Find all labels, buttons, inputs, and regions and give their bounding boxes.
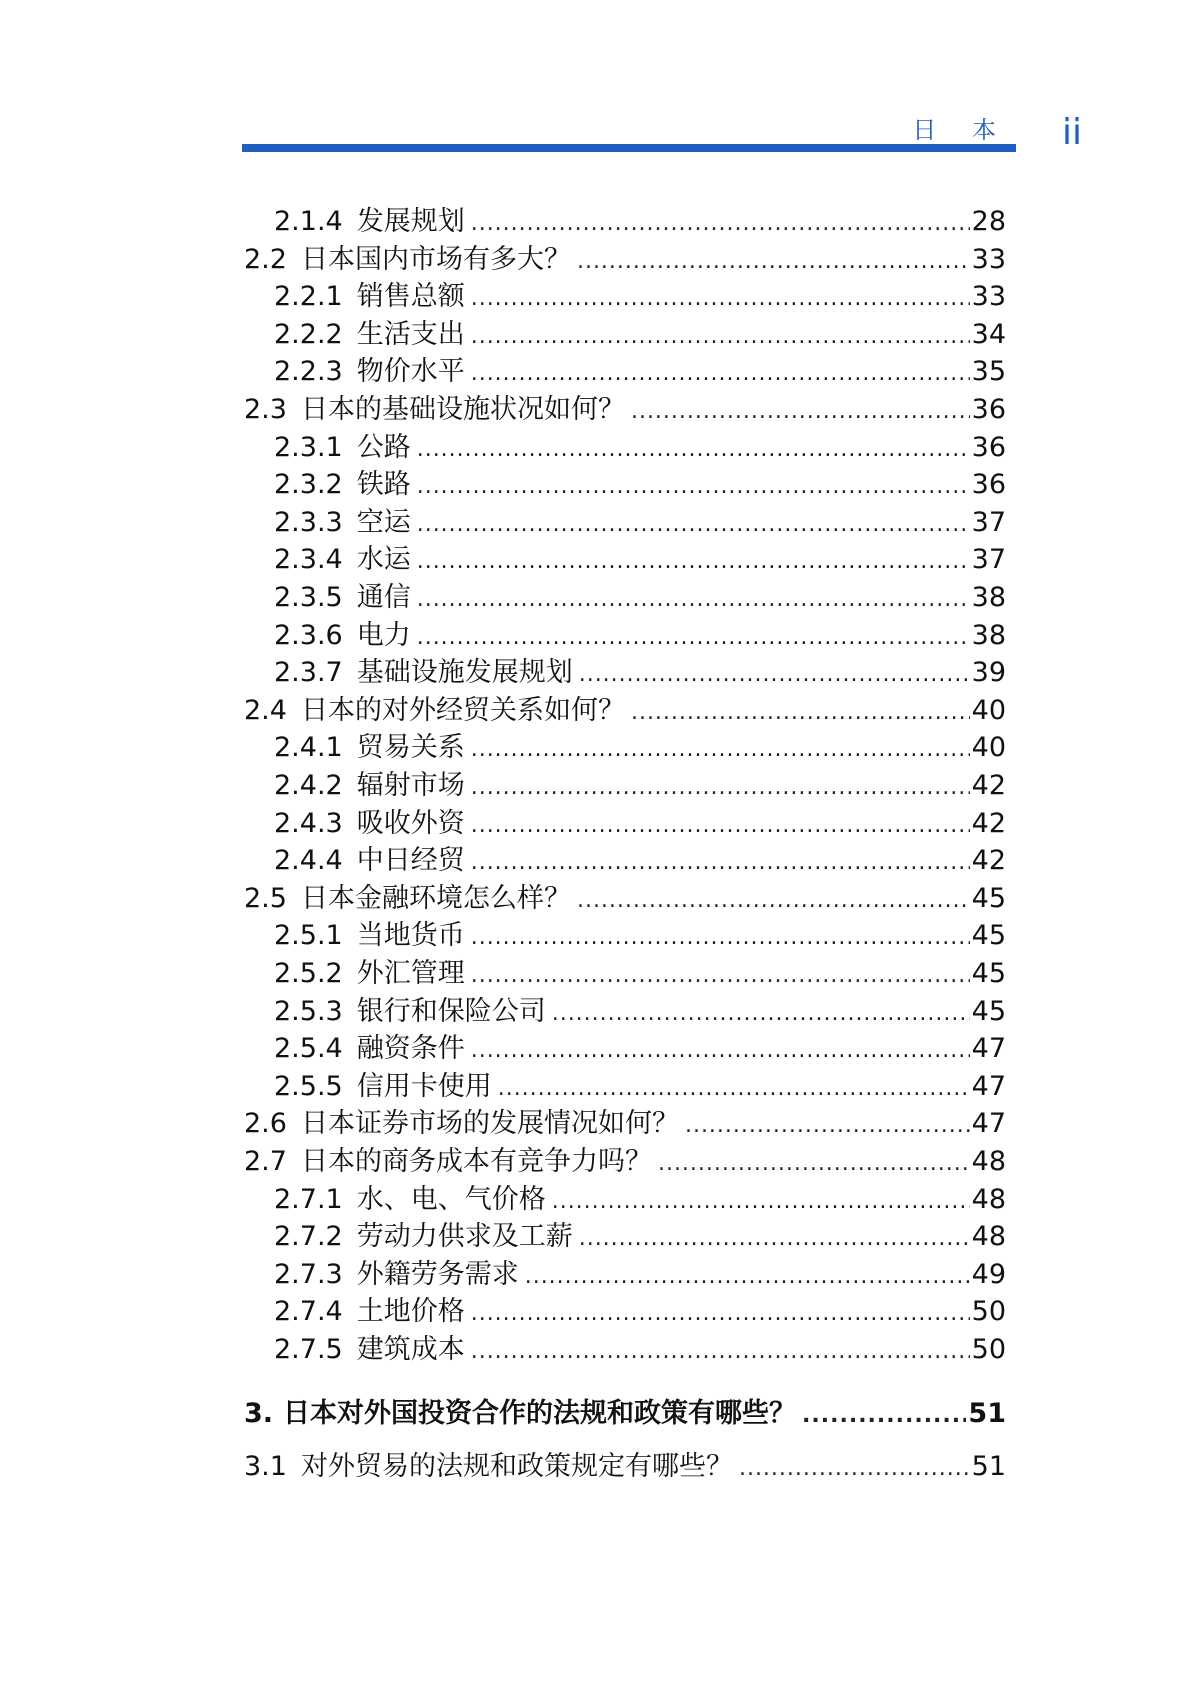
toc-entry[interactable] xyxy=(274,1182,1006,1218)
toc-entry-title: 水、电、气价格 xyxy=(356,1183,546,1215)
toc-entry-page: 51 xyxy=(971,1451,1006,1483)
toc-entry[interactable] xyxy=(244,1106,1006,1142)
toc-entry-title: 信用卡使用 xyxy=(356,1070,492,1102)
toc-entry-number: 2.7.4 xyxy=(274,1296,343,1328)
toc-entry[interactable] xyxy=(274,655,1006,691)
toc-dot-leader xyxy=(471,319,970,355)
toc-entry-number: 2.5.1 xyxy=(274,920,343,952)
toc-entry-number: 2.2 xyxy=(244,243,287,275)
toc-entry[interactable] xyxy=(274,618,1006,654)
toc-entry-number: 2.7.2 xyxy=(274,1221,343,1253)
toc-entry-page: 47 xyxy=(971,1108,1006,1140)
toc-entry[interactable] xyxy=(274,956,1006,992)
header-rule xyxy=(242,144,1016,152)
toc-entry-page: 48 xyxy=(971,1221,1006,1253)
toc-dot-leader xyxy=(471,808,970,844)
toc-entry-title: 电力 xyxy=(356,619,411,651)
toc-dot-leader xyxy=(471,1296,970,1332)
toc-entry-page: 48 xyxy=(971,1183,1006,1215)
toc-entry-title: 银行和保险公司 xyxy=(356,995,546,1027)
toc-entry-title: 销售总额 xyxy=(356,281,465,313)
toc-dot-leader xyxy=(631,394,970,430)
toc-entry[interactable] xyxy=(274,843,1006,879)
toc-entry-title: 铁路 xyxy=(356,469,411,501)
toc-entry-number: 2.5.3 xyxy=(274,995,343,1027)
toc-entry-page: 36 xyxy=(971,469,1006,501)
toc-entry-title: 日本国内市场有多大？ xyxy=(300,243,571,275)
toc-dot-leader xyxy=(658,1146,970,1182)
toc-entry-page: 48 xyxy=(971,1146,1006,1177)
toc-entry-title: 当地货币 xyxy=(356,920,465,952)
toc-entry-number: 3. xyxy=(244,1397,274,1429)
toc-entry-number: 2.5 xyxy=(244,882,287,914)
toc-entry-page: 38 xyxy=(971,619,1006,651)
toc-entry-page: 42 xyxy=(971,807,1006,839)
toc-dot-leader xyxy=(685,1108,970,1144)
toc-entry-page: 39 xyxy=(971,657,1006,689)
toc-entry-title: 吸收外资 xyxy=(356,807,465,839)
toc-dot-leader xyxy=(417,620,970,656)
toc-entry-page: 37 xyxy=(971,506,1006,538)
toc-entry-title: 外籍劳务需求 xyxy=(356,1258,519,1290)
toc-entry-page: 49 xyxy=(971,1258,1006,1290)
toc-dot-leader xyxy=(471,920,970,956)
toc-entry-page: 38 xyxy=(971,582,1006,613)
toc-dot-leader xyxy=(498,1071,970,1107)
toc-entry-title: 中日经贸 xyxy=(356,845,465,877)
toc-dot-leader xyxy=(577,883,970,919)
toc-entry-page: 33 xyxy=(971,281,1006,313)
toc-entry-page: 50 xyxy=(971,1296,1006,1328)
toc-entry-title: 融资条件 xyxy=(356,1033,465,1065)
toc-entry-title: 日本金融环境怎么样？ xyxy=(300,882,571,914)
toc-entry-number: 2.3.4 xyxy=(274,544,343,576)
toc-entry[interactable] xyxy=(274,279,1006,315)
toc-entry-title: 外汇管理 xyxy=(356,958,465,989)
toc-entry-page: 45 xyxy=(971,882,1006,914)
page-number: ii xyxy=(1062,112,1083,153)
toc-entry[interactable] xyxy=(274,354,1006,390)
toc-entry-number: 2.7.5 xyxy=(274,1334,343,1365)
toc-entry-title: 通信 xyxy=(356,582,411,613)
toc-entry-number: 2.4.4 xyxy=(274,845,343,877)
toc-dot-leader xyxy=(577,244,970,280)
toc-entry-title: 日本证券市场的发展情况如何？ xyxy=(300,1108,679,1140)
toc-entry[interactable] xyxy=(274,317,1006,353)
toc-entry-page: 28 xyxy=(971,206,1006,237)
toc-entry-number: 2.2.2 xyxy=(274,318,343,350)
toc-dot-leader xyxy=(471,732,970,768)
toc-entry[interactable] xyxy=(274,542,1006,578)
toc-entry-number: 2.3.5 xyxy=(274,582,343,613)
toc-entry[interactable] xyxy=(274,580,1006,616)
toc-entry-number: 2.3.1 xyxy=(274,431,343,463)
toc-entry-page: 36 xyxy=(971,431,1006,463)
toc-dot-leader xyxy=(631,695,970,731)
toc-entry-page: 37 xyxy=(971,544,1006,576)
toc-dot-leader xyxy=(579,1221,970,1257)
toc-entry-title: 辐射市场 xyxy=(356,770,465,801)
toc-entry-number: 2.3.6 xyxy=(274,619,343,651)
header-title: 日 本 xyxy=(912,116,1010,144)
toc-entry-page: 47 xyxy=(971,1033,1006,1065)
toc-entry-page: 34 xyxy=(971,318,1006,350)
toc-entry-title: 基础设施发展规划 xyxy=(356,657,573,689)
toc-entry-number: 2.2.3 xyxy=(274,356,343,388)
toc-dot-leader xyxy=(471,1334,970,1370)
toc-entry-title: 日本对外国投资合作的法规和政策有哪些？ xyxy=(283,1397,797,1429)
toc-entry[interactable] xyxy=(244,1449,1006,1485)
toc-entry-page: 36 xyxy=(971,394,1006,425)
toc-entry-number: 3.1 xyxy=(244,1451,287,1483)
toc-entry-title: 空运 xyxy=(356,506,411,538)
toc-dot-leader xyxy=(579,657,970,693)
toc-entry-number: 2.3.2 xyxy=(274,469,343,501)
toc-entry-title: 土地价格 xyxy=(356,1296,465,1328)
toc-dot-leader xyxy=(471,206,970,242)
toc-entry-title: 日本的对外经贸关系如何？ xyxy=(300,694,625,726)
toc-entry[interactable] xyxy=(244,693,1006,729)
toc-entry[interactable] xyxy=(274,430,1006,466)
toc-entry-page: 51 xyxy=(968,1397,1006,1429)
running-header xyxy=(242,108,1016,154)
toc-entry[interactable] xyxy=(274,994,1006,1030)
toc-entry[interactable] xyxy=(274,918,1006,954)
toc-dot-leader xyxy=(471,1033,970,1069)
toc-dot-leader xyxy=(417,507,970,543)
toc-entry-page: 40 xyxy=(971,694,1006,726)
toc-entry-number: 2.4 xyxy=(244,694,287,726)
toc-entry-number: 2.5.4 xyxy=(274,1033,343,1065)
toc-entry-title: 日本的商务成本有竞争力吗？ xyxy=(300,1146,652,1177)
toc-entry-title: 对外贸易的法规和政策规定有哪些？ xyxy=(300,1451,733,1483)
toc-entry[interactable] xyxy=(274,467,1006,503)
toc-entry[interactable] xyxy=(274,204,1006,240)
toc-dot-leader xyxy=(471,356,970,392)
toc-entry-page: 45 xyxy=(971,920,1006,952)
toc-entry[interactable] xyxy=(274,1069,1006,1105)
toc-dot-leader xyxy=(471,845,970,881)
toc-entry-number: 2.7 xyxy=(244,1146,287,1177)
toc-entry-number: 2.4.2 xyxy=(274,770,343,801)
toc-entry-number: 2.5.5 xyxy=(274,1070,343,1102)
toc-entry[interactable] xyxy=(274,806,1006,842)
toc-entry-title: 劳动力供求及工薪 xyxy=(356,1221,573,1253)
toc-entry-title: 发展规划 xyxy=(356,206,465,237)
toc-entry-number: 2.6 xyxy=(244,1108,287,1140)
toc-entry-page: 40 xyxy=(971,732,1006,764)
toc-dot-leader xyxy=(417,469,970,505)
toc-dot-leader xyxy=(471,958,970,994)
toc-entry-page: 50 xyxy=(971,1334,1006,1365)
toc-entry-number: 2.5.2 xyxy=(274,958,343,989)
toc-entry[interactable] xyxy=(274,1294,1006,1330)
toc-entry-number: 2.2.1 xyxy=(274,281,343,313)
toc-dot-leader xyxy=(417,432,970,468)
toc-entry[interactable] xyxy=(274,505,1006,541)
toc-entry-page: 42 xyxy=(971,770,1006,801)
toc-entry-number: 2.3.3 xyxy=(274,506,343,538)
toc-entry-number: 2.3.7 xyxy=(274,657,343,689)
toc-entry-number: 2.7.3 xyxy=(274,1258,343,1290)
toc-entry-page: 47 xyxy=(971,1070,1006,1102)
toc-entry-title: 贸易关系 xyxy=(356,732,465,764)
toc-entry[interactable] xyxy=(274,730,1006,766)
toc-entry-number: 2.4.3 xyxy=(274,807,343,839)
toc-dot-leader xyxy=(417,582,970,618)
toc-entry-title: 物价水平 xyxy=(356,356,465,388)
toc-dot-leader xyxy=(417,544,970,580)
toc-entry-title: 日本的基础设施状况如何？ xyxy=(300,394,625,425)
toc-entry[interactable] xyxy=(244,242,1006,278)
toc-dot-leader xyxy=(802,1398,966,1434)
toc-entry-title: 水运 xyxy=(356,544,411,576)
toc-entry[interactable] xyxy=(274,768,1006,804)
toc-dot-leader xyxy=(525,1259,970,1295)
toc-entry[interactable] xyxy=(244,881,1006,917)
toc-entry[interactable] xyxy=(274,1257,1006,1293)
toc-entry-page: 45 xyxy=(971,958,1006,989)
toc-entry-page: 42 xyxy=(971,845,1006,877)
toc-dot-leader xyxy=(552,1184,970,1220)
toc-entry[interactable] xyxy=(244,392,1006,428)
toc-entry-number: 2.4.1 xyxy=(274,732,343,764)
toc-entry-title: 建筑成本 xyxy=(356,1334,465,1365)
toc-entry-number: 2.3 xyxy=(244,394,287,425)
toc-entry[interactable] xyxy=(274,1219,1006,1255)
toc-entry-title: 生活支出 xyxy=(356,318,465,350)
toc-entry-number: 2.1.4 xyxy=(274,206,343,237)
toc-entry[interactable] xyxy=(274,1031,1006,1067)
toc-entry[interactable] xyxy=(274,1332,1006,1368)
toc-entry-title: 公路 xyxy=(356,431,411,463)
toc-entry-page: 35 xyxy=(971,356,1006,388)
toc-entry-number: 2.7.1 xyxy=(274,1183,343,1215)
toc-dot-leader xyxy=(739,1451,970,1487)
toc-entry[interactable] xyxy=(244,1396,1006,1432)
toc-entry-page: 33 xyxy=(971,243,1006,275)
toc-dot-leader xyxy=(471,281,970,317)
toc-dot-leader xyxy=(471,770,970,806)
toc-entry-page: 45 xyxy=(971,995,1006,1027)
toc-entry[interactable] xyxy=(244,1144,1006,1180)
toc-dot-leader xyxy=(552,996,970,1032)
